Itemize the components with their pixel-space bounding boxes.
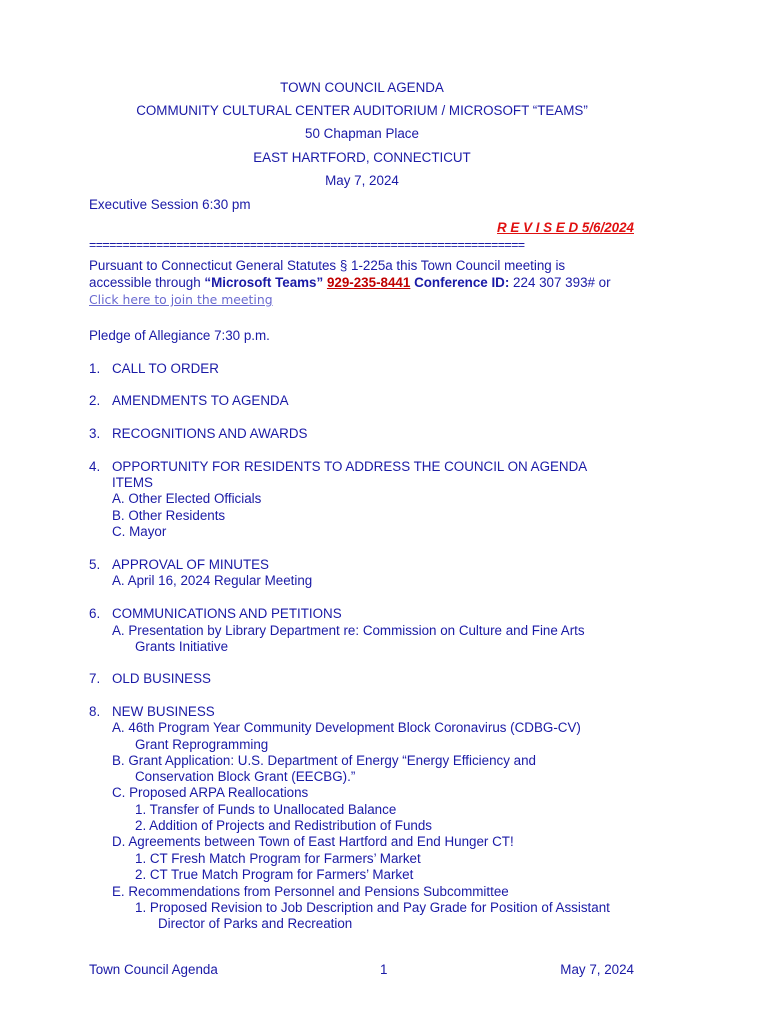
item-recognitions: RECOGNITIONS AND AWARDS	[112, 426, 308, 441]
join-meeting-link[interactable]: Click here to join the meeting	[89, 292, 273, 307]
subitem-agreements: D. Agreements between Town of East Hartford and End Hunger CT!	[112, 834, 514, 849]
teams-statement-line2	[89, 275, 611, 290]
subitem-arpa-transfer: 1. Transfer of Funds to Unallocated Balance	[135, 802, 397, 817]
item-number: 5.	[89, 557, 101, 572]
subitem-job-revision-cont: Director of Parks and Recreation	[158, 916, 353, 931]
teams-access-text: accessible through	[89, 275, 205, 290]
teams-statement-line1: Pursuant to Connecticut General Statutes § 1-225a this Town Council meeting is	[89, 258, 566, 273]
subitem-mayor: C. Mayor	[112, 524, 167, 539]
item-number: 3.	[89, 426, 101, 441]
item-number: 6.	[89, 606, 101, 621]
meeting-date: May 7, 2024	[325, 173, 399, 188]
subitem-cdbg-cv: A. 46th Program Year Community Development Block Coronavirus (CDBG-CV)	[112, 720, 581, 735]
item-old-business: OLD BUSINESS	[112, 671, 211, 686]
pledge-line: Pledge of Allegiance 7:30 p.m.	[89, 328, 270, 343]
separator-line: =================================================================	[89, 238, 525, 252]
subitem-other-residents: B. Other Residents	[112, 508, 226, 523]
subitem-ct-fresh: 1. CT Fresh Match Program for Farmers’ Market	[135, 851, 421, 866]
subitem-arpa: C. Proposed ARPA Reallocations	[112, 785, 309, 800]
microsoft-teams-label: “Microsoft Teams”	[204, 275, 324, 290]
subitem-grant-application-cont: Conservation Block Grant (EECBG).”	[135, 769, 356, 784]
item-communications: COMMUNICATIONS AND PETITIONS	[112, 606, 342, 621]
subitem-library-presentation-cont: Grants Initiative	[135, 639, 229, 654]
item-number: 4.	[89, 459, 101, 474]
conference-id-label: Conference ID:	[414, 275, 510, 290]
subitem-ct-true: 2. CT True Match Program for Farmers’ Market	[135, 867, 414, 882]
subitem-cdbg-cv-cont: Grant Reprogramming	[135, 737, 269, 752]
conference-id: 224 307 393# or	[509, 275, 611, 290]
address-line: 50 Chapman Place	[305, 126, 419, 141]
item-new-business: NEW BUSINESS	[112, 704, 215, 719]
item-opportunity-line2: ITEMS	[112, 475, 153, 490]
venue-line: COMMUNITY CULTURAL CENTER AUDITORIUM / MICROSOFT “TEAMS”	[136, 103, 588, 118]
item-number: 7.	[89, 671, 101, 686]
subitem-library-presentation: A. Presentation by Library Department re: Commission on Culture and Fine Arts	[112, 623, 585, 638]
revised-stamp: R E V I S E D 5/6/2024	[497, 220, 634, 235]
item-opportunity-line1: OPPORTUNITY FOR RESIDENTS TO ADDRESS THE COUNCIL ON AGENDA	[112, 459, 588, 474]
item-number: 2.	[89, 393, 101, 408]
footer-date: May 7, 2024	[560, 962, 634, 977]
subitem-job-revision: 1. Proposed Revision to Job Description and Pay Grade for Position of Assistant	[135, 900, 610, 915]
item-number: 1.	[89, 361, 101, 376]
city-line: EAST HARTFORD, CONNECTICUT	[253, 150, 471, 165]
item-approval-minutes: APPROVAL OF MINUTES	[112, 557, 269, 572]
item-amendments: AMENDMENTS TO AGENDA	[112, 393, 289, 408]
subitem-grant-application: B. Grant Application: U.S. Department of Energy “Energy Efficiency and	[112, 753, 537, 768]
subitem-april-meeting: A. April 16, 2024 Regular Meeting	[112, 573, 313, 588]
join-meeting-wrapper	[89, 292, 273, 307]
item-call-to-order: CALL TO ORDER	[112, 361, 219, 376]
executive-session: Executive Session 6:30 pm	[89, 197, 251, 212]
page-number: 1	[380, 962, 388, 977]
subitem-recommendations: E. Recommendations from Personnel and Pensions Subcommittee	[112, 884, 509, 899]
footer-title: Town Council Agenda	[89, 962, 218, 977]
subitem-arpa-addition: 2. Addition of Projects and Redistribution of Funds	[135, 818, 432, 833]
agenda-title: TOWN COUNCIL AGENDA	[280, 80, 444, 95]
subitem-elected-officials: A. Other Elected Officials	[112, 491, 262, 506]
teams-phone-link[interactable]: 929-235-8441	[326, 275, 411, 290]
item-number: 8.	[89, 704, 101, 719]
